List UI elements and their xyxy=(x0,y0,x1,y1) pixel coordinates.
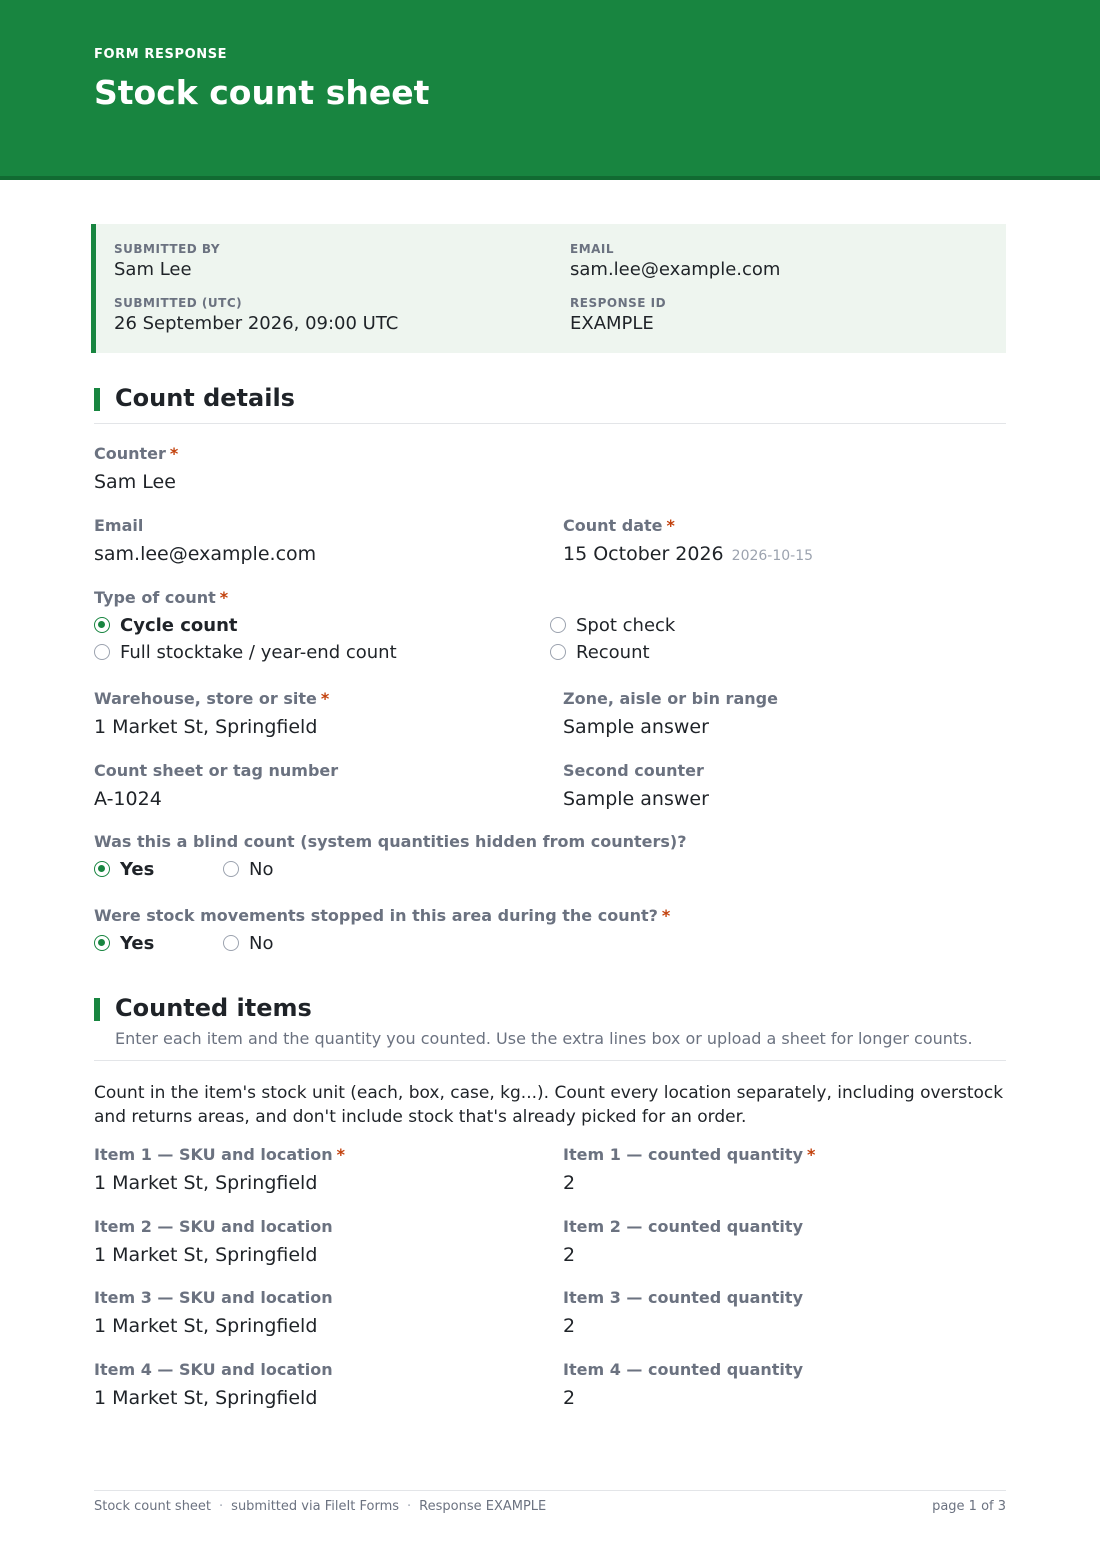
required-marker: * xyxy=(219,588,229,607)
field-item-1-sku xyxy=(94,1145,345,1194)
submitted-utc xyxy=(114,296,398,334)
field-item-2-sku xyxy=(94,1217,333,1266)
field-label: Item 4 — SKU and location xyxy=(94,1360,333,1379)
section-heading: Count details xyxy=(115,384,295,412)
field-item-4-sku xyxy=(94,1360,333,1409)
field-label: Item 2 — counted quantity xyxy=(563,1217,803,1236)
email-value[interactable]: sam.lee@example.com xyxy=(570,259,781,280)
page-footer xyxy=(94,1490,1006,1514)
section-count-details xyxy=(94,386,1006,424)
field-value: Sam Lee xyxy=(94,471,176,493)
field-label: Item 1 — SKU and location * xyxy=(94,1145,346,1164)
footer-info xyxy=(94,1499,546,1514)
required-marker: * xyxy=(666,516,675,535)
submission-meta-panel xyxy=(91,224,1006,353)
form-kicker: FORM RESPONSE xyxy=(94,47,228,62)
field-value: Sample answer xyxy=(563,716,709,738)
radio-selected-icon xyxy=(94,935,110,951)
required-marker: * xyxy=(336,1145,346,1164)
field-label: Email xyxy=(94,516,144,535)
field-label: Was this a blind count (system quantities hidden from counters)? xyxy=(94,832,687,851)
radio-option-full-stocktake[interactable]: Full stocktake / year-end count xyxy=(94,641,397,663)
field-value: 1 Market St, Springfield xyxy=(94,716,318,738)
field-item-4-quantity xyxy=(563,1360,803,1409)
section-accent-bar xyxy=(94,998,100,1021)
field-label: Were stock movements stopped in this area during the count? * xyxy=(94,906,671,925)
field-site xyxy=(94,689,329,738)
section-subtitle: Enter each item and the quantity you counted. Use the extra lines box or upload a sheet for longer counts. xyxy=(115,1029,973,1048)
response-id-value: EXAMPLE xyxy=(570,313,654,334)
field-movements-stopped xyxy=(94,906,670,928)
radio-option-spot-check[interactable]: Spot check xyxy=(550,614,675,636)
field-zone xyxy=(563,689,778,738)
field-value: 1 Market St, Springfield xyxy=(94,1172,318,1194)
field-email xyxy=(94,516,316,565)
submitted-utc-label: SUBMITTED (UTC) xyxy=(114,296,243,310)
radio-option-movements-yes[interactable]: Yes xyxy=(94,932,154,954)
field-blind-count xyxy=(94,832,686,854)
radio-empty-icon xyxy=(223,935,239,951)
field-value: 1 Market St, Springfield xyxy=(94,1244,318,1266)
radio-option-blind-no[interactable]: No xyxy=(223,858,273,880)
footer-via: submitted via FileIt Forms xyxy=(231,1499,400,1514)
response-id-label: RESPONSE ID xyxy=(570,296,667,310)
field-label: Item 2 — SKU and location xyxy=(94,1217,333,1236)
field-label: Item 4 — counted quantity xyxy=(563,1360,803,1379)
field-value: 2 xyxy=(563,1244,576,1266)
field-label: Second counter xyxy=(563,761,704,780)
field-sheet-number xyxy=(94,761,338,810)
response-id xyxy=(570,296,666,334)
radio-empty-icon xyxy=(550,617,566,633)
radio-selected-icon xyxy=(94,861,110,877)
iso-date: 2026-10-15 xyxy=(731,548,814,564)
radio-empty-icon xyxy=(550,644,566,660)
email-label: EMAIL xyxy=(570,242,615,256)
field-label: Count sheet or tag number xyxy=(94,761,339,780)
field-label: Zone, aisle or bin range xyxy=(563,689,778,708)
page-title: Stock count sheet xyxy=(94,73,430,112)
field-count-date xyxy=(563,516,813,565)
radio-option-blind-yes[interactable]: Yes xyxy=(94,858,154,880)
field-value: 1 Market St, Springfield xyxy=(94,1315,318,1337)
field-label: Item 1 — counted quantity * xyxy=(563,1145,816,1164)
field-value: 2 xyxy=(563,1172,576,1194)
required-marker: * xyxy=(320,689,330,708)
field-item-3-sku xyxy=(94,1288,333,1337)
field-item-2-quantity xyxy=(563,1217,803,1266)
field-label: Count date * xyxy=(563,516,675,535)
radio-option-cycle-count[interactable]: Cycle count xyxy=(94,614,238,636)
field-item-1-quantity xyxy=(563,1145,815,1194)
submitter-email xyxy=(570,242,780,280)
page-number: page 1 of 3 xyxy=(932,1499,1006,1514)
footer-separator: · xyxy=(219,1499,224,1514)
section-counted-items xyxy=(94,996,1006,1061)
radio-selected-icon xyxy=(94,617,110,633)
required-marker: * xyxy=(169,444,179,463)
submitted-by-label: SUBMITTED BY xyxy=(114,242,221,256)
required-marker: * xyxy=(807,1145,816,1164)
field-second-counter xyxy=(563,761,709,810)
field-value: 2 xyxy=(563,1387,576,1409)
form-header-banner xyxy=(0,0,1100,180)
submitted-by xyxy=(114,242,220,280)
field-label: Type of count * xyxy=(94,588,229,607)
footer-separator: · xyxy=(407,1499,412,1514)
field-value: sam.lee@example.com xyxy=(94,543,317,565)
submitted-utc-value: 26 September 2026, 09:00 UTC xyxy=(114,313,399,334)
field-label: Item 3 — counted quantity xyxy=(563,1288,803,1307)
field-value: A-1024 xyxy=(94,788,162,810)
radio-option-movements-no[interactable]: No xyxy=(223,932,273,954)
field-label: Counter * xyxy=(94,444,179,463)
required-marker: * xyxy=(661,906,671,925)
footer-form-name: Stock count sheet xyxy=(94,1499,212,1514)
field-label: Item 3 — SKU and location xyxy=(94,1288,333,1307)
section-accent-bar xyxy=(94,388,100,411)
counting-instructions: Count in the item's stock unit (each, box, case, kg...). Count every location separately, including overstock and returns areas, and don't include stock that's already picked for an order. xyxy=(94,1083,1004,1127)
footer-response: Response EXAMPLE xyxy=(419,1499,547,1514)
field-value: 15 October 2026 2026-10-15 xyxy=(563,543,814,565)
section-heading: Counted items xyxy=(115,994,312,1022)
field-value: Sample answer xyxy=(563,788,709,810)
field-type-of-count xyxy=(94,588,228,610)
submitted-by-value: Sam Lee xyxy=(114,259,192,280)
radio-option-recount[interactable]: Recount xyxy=(550,641,650,663)
field-label: Warehouse, store or site * xyxy=(94,689,330,708)
radio-empty-icon xyxy=(94,644,110,660)
field-item-3-quantity xyxy=(563,1288,803,1337)
radio-empty-icon xyxy=(223,861,239,877)
field-value: 1 Market St, Springfield xyxy=(94,1387,318,1409)
field-counter xyxy=(94,444,178,493)
field-value: 2 xyxy=(563,1315,576,1337)
